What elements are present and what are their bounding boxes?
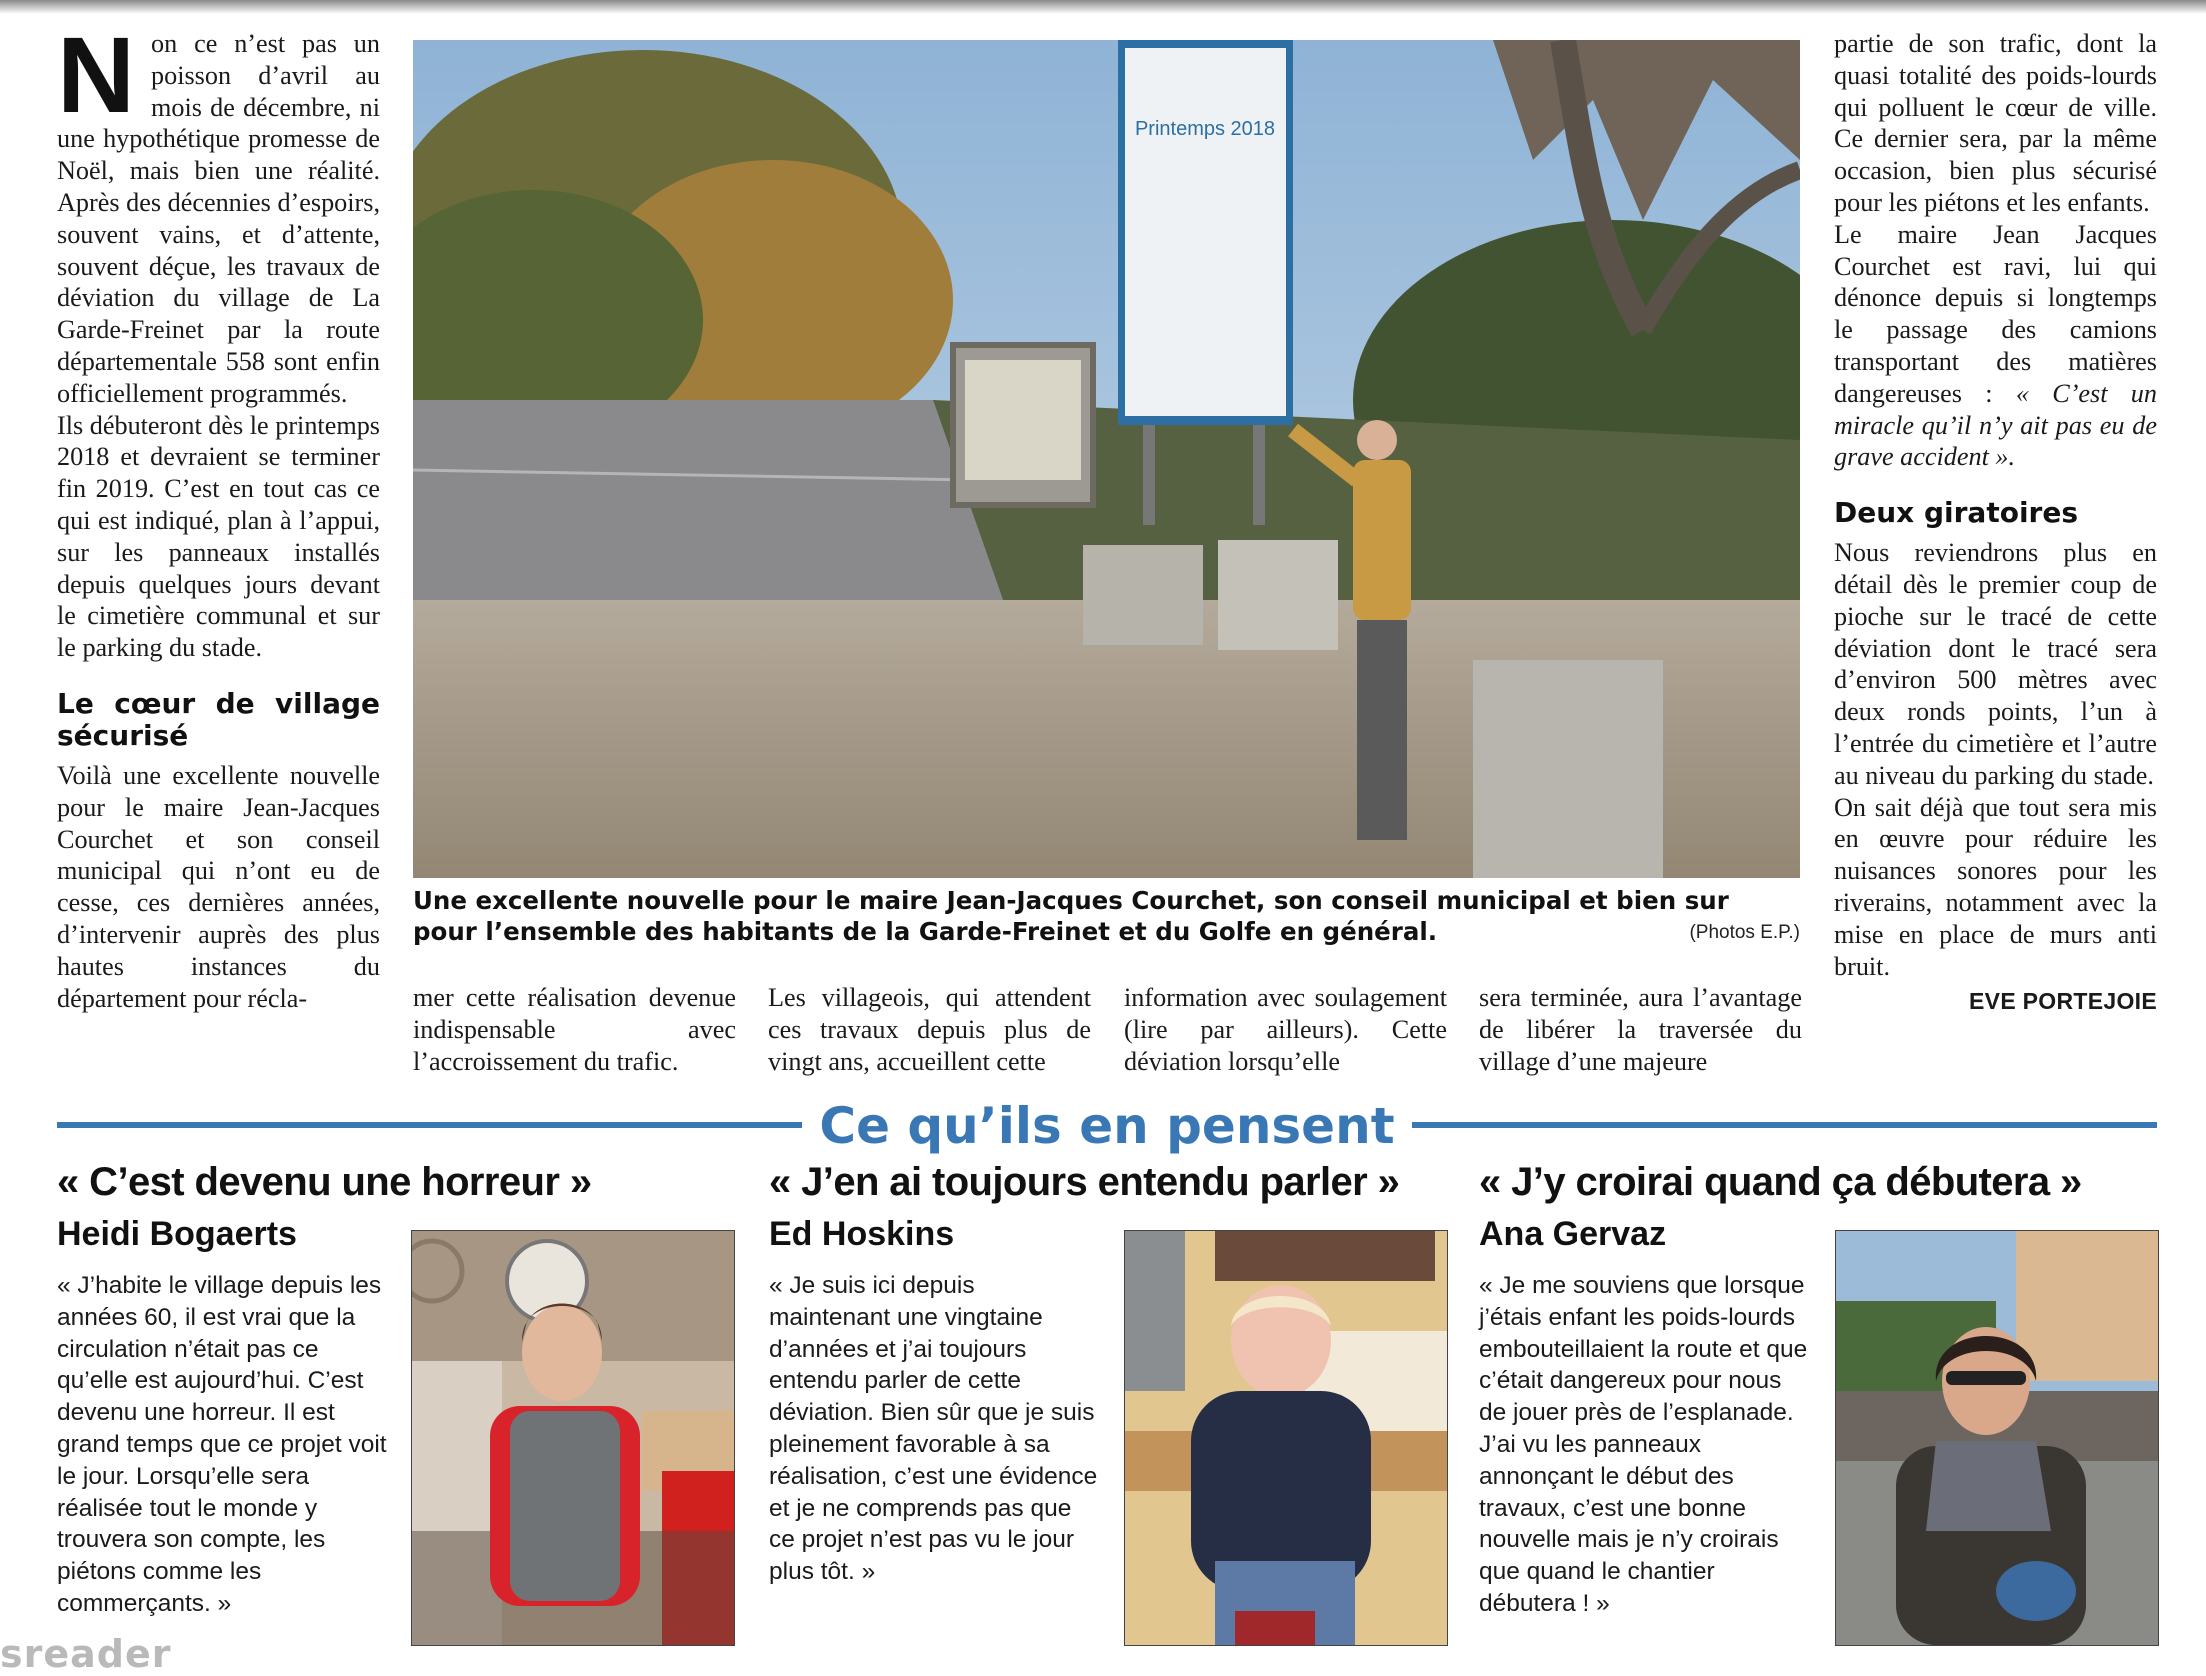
section-rule-right [1412,1122,2157,1128]
opinion-headline: « J’en ai toujours entendu parler » [769,1160,1400,1204]
article-column-6 [1834,28,2157,1018]
article-column-4: information avec soulagement (lire par ailleurs). Cette déviation lorsqu’elle [1124,983,1447,1076]
opinion-person-name: Ed Hoskins [769,1215,955,1253]
article-paragraph: partie de son trafic, dont la quasi totalité des poids-lourds qui polluent le cœur de ville. Ce dernier sera, par la même occasion, bien plus sécurisé pour les piétons et les enfants. [1834,29,2157,217]
top-cut-strip [0,0,2206,14]
opinion-quote: « J’habite le village depuis les années 60, il est vrai que la circulation n’était pas ce qu’elle est aujourd’hui. C’est devenu une horreur. Il est grand temps que ce projet voit le jour. Lorsqu’elle sera réalisée tout le monde y trouvera son compte, les piétons comme les commerçants. » [57,1272,387,1617]
drop-cap: N [57,14,135,135]
portrait-photo [1835,1230,2159,1646]
portrait-illustration [412,1231,734,1645]
watermark: sreader [0,1632,172,1676]
opinion-person-name: Ana Gervaz [1479,1215,1667,1253]
article-column-5: sera terminée, aura l’avantage de libérer la traversée du village d’une majeure [1479,983,1802,1076]
opinion-quote: « Je me souviens que lorsque j’étais enfant les poids-lourds embouteillaient la route et que c’était dangereux pour nous de jouer près de l’esplanade. J’ai vu les panneaux annonçant le début des travaux, c’est une bonne nouvelle mais je n’y croirais que quand le chantier débutera ! » [1479,1272,1808,1617]
section-rule-left [57,1122,802,1128]
article-paragraph: on ce n’est pas un poisson d’avril au mois de décembre, ni une hypothétique promesse de Noël, mais bien une réalité. Après des décennies d’espoirs, souvent vains, et d’attente, souvent déçue, les travaux de déviation du village de La Garde-Freinet par la route départementale 558 sont enfin officiellement programmés. [57,29,380,408]
article-column-1 [57,14,380,1014]
article-paragraph: On sait déjà que tout sera mis en œuvre pour réduire les nuisances sonores pour les riverains, notamment avec la mise en place de murs anti bruit. [1834,792,2157,981]
article-paragraph: Ils débuteront dès le printemps 2018 et devraient se terminer fin 2019. C’est en tout cas ce qui est indiqué, plan à l’appui, sur les panneaux installés depuis quelques jours devant le cimetière communal et sur le parking du stade. [57,410,380,663]
article-paragraph: Nous reviendrons plus en détail dès le premier coup de pioche sur le tracé de cette déviation dont le tracé sera d’environ 500 mètres avec deux ronds points, l’un à l’entrée du cimetière et l’autre au niveau du parking du stade. [1834,538,2157,790]
portrait-illustration [1125,1231,1447,1645]
portrait-photo [411,1230,735,1646]
author-byline: EVE PORTEJOIE [1969,988,2157,1015]
opinion-headline: « C’est devenu une horreur » [57,1160,592,1204]
article-paragraph [1834,219,2157,473]
section-title: Ce qu’ils en pensent [819,1097,1395,1155]
photo-credit: (Photos E.P.) [1689,922,1800,943]
opinion-quote: « Je suis ici depuis maintenant une vingtaine d’années et j’ai toujours entendu parler de cette déviation. Bien sûr que je suis pleinement favorable à sa réalisation, c’est une évidence et je ne comprends pas que ce projet n’est pas vu le jour plus tôt. » [769,1272,1098,1586]
portrait-photo [1124,1230,1448,1646]
opinion-person-name: Heidi Bogaerts [57,1215,297,1253]
paragraph-lead: Le maire Jean Jacques Courchet est ravi, lui qui dénonce depuis si longtemps le passage des camions transportant des matières dangereuses : [1834,219,2157,408]
photo-caption: Une excellente nouvelle pour le maire Jean-Jacques Courchet, son conseil municipal et bien sur pour l’ensemble des habitants de la Garde-Freinet et du Golfe en général. [413,886,1729,946]
article-paragraph: Voilà une excellente nouvelle pour le maire Jean-Jacques Courchet et son conseil municipal qui n’ont eu de cesse, ces dernières années, d’intervenir auprès des plus hautes instances du département pour récla- [57,760,380,1013]
portrait-illustration [1836,1231,2158,1645]
article-column-3: Les villageois, qui attendent ces travaux depuis plus de vingt ans, accueillent cette [768,983,1091,1076]
subheading: Le cœur de village sécurisé [57,686,380,752]
mayor-quote: « C’est un miracle qu’il n’y ait pas eu de grave accident ». [1834,378,2157,472]
opinion-headline: « J’y croirai quand ça débutera » [1479,1160,2082,1204]
main-photo [413,40,1800,878]
main-photo-illustration [413,40,1800,878]
article-column-2: mer cette réalisation devenue indispensable avec l’accroissement du trafic. [413,983,736,1076]
subheading: Deux giratoires [1834,496,2079,530]
sign-text: Printemps 2018 [1134,118,1276,140]
